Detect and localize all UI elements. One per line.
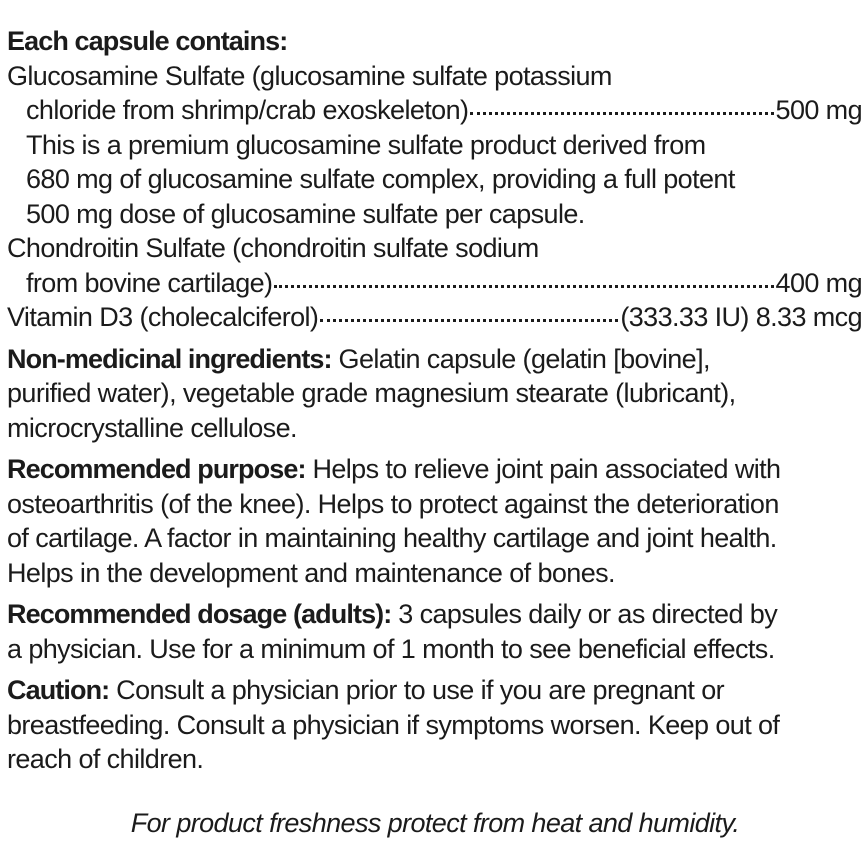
ingredient-note: This is a premium glucosamine sulfate product derived from xyxy=(26,129,706,160)
ingredient-amount: 400 mg xyxy=(775,267,862,298)
non-medicinal-section xyxy=(7,342,862,446)
dotted-leader xyxy=(320,302,618,326)
caution-line: reach of children. xyxy=(7,744,204,774)
storage-note: For product freshness protect from heat and humidity. xyxy=(130,808,740,838)
ingredient-amount-row xyxy=(7,266,862,301)
purpose-line: Helps in the development and maintenance of bones. xyxy=(7,557,615,588)
dosage-line: a physician. Use for a minimum of 1 month to see beneficial effects. xyxy=(7,633,775,664)
caution-label: Caution: xyxy=(7,675,110,705)
non-medicinal-text: Gelatin capsule (gelatin [bovine], xyxy=(331,343,710,374)
ingredient-source: chloride from shrimp/crab exoskeleton) xyxy=(26,95,469,125)
purpose-line: osteoarthritis (of the knee). Helps to protect against the deterioration xyxy=(7,488,779,519)
purpose-line: of cartilage. A factor in maintaining healthy cartilage and joint health. xyxy=(7,523,777,553)
capsule-contents-heading: Each capsule contains: xyxy=(7,26,288,56)
supplement-label xyxy=(7,24,862,777)
non-medicinal-line xyxy=(7,342,862,377)
dosage-line xyxy=(7,597,862,632)
non-medicinal-label: Non-medicinal ingredients: xyxy=(7,343,332,374)
ingredient-amount: 500 mg xyxy=(775,95,862,125)
non-medicinal-line: purified water), vegetable grade magnesium stearate (lubricant), xyxy=(7,378,736,408)
non-medicinal-line: microcrystalline cellulose. xyxy=(7,412,297,443)
ingredient-chondroitin xyxy=(7,231,862,300)
ingredient-amount: (333.33 IU) 8.33 mcg xyxy=(620,302,862,332)
dosage-section xyxy=(7,597,862,666)
caution-text: Consult a physician prior to use if you are pregnant or xyxy=(109,675,725,705)
purpose-text: Helps to relieve joint pain associated with xyxy=(305,454,781,484)
dotted-leader xyxy=(470,95,773,119)
caution-line xyxy=(7,673,862,708)
ingredient-vitamin-d3 xyxy=(7,300,862,335)
dotted-leader xyxy=(274,268,773,292)
ingredient-name-line: Chondroitin Sulfate (chondroitin sulfate sodium xyxy=(7,233,539,263)
ingredient-name-line: Glucosamine Sulfate (glucosamine sulfate potassium xyxy=(7,60,612,91)
caution-section xyxy=(7,673,862,777)
purpose-label: Recommended purpose: xyxy=(7,454,306,484)
ingredient-amount-row xyxy=(7,93,862,128)
ingredient-name: Vitamin D3 (cholecalciferol) xyxy=(7,302,319,332)
ingredient-glucosamine xyxy=(7,59,862,232)
ingredient-source: from bovine cartilage) xyxy=(26,267,273,298)
purpose-section xyxy=(7,452,862,590)
dosage-text: 3 capsules daily or as directed by xyxy=(391,599,778,629)
ingredient-note: 680 mg of glucosamine sulfate complex, providing a full potent xyxy=(26,164,735,194)
ingredient-note: 500 mg dose of glucosamine sulfate per capsule. xyxy=(26,198,585,229)
purpose-line xyxy=(7,452,862,487)
dosage-label: Recommended dosage (adults): xyxy=(7,599,392,629)
caution-line: breastfeeding. Consult a physician if symptoms worsen. Keep out of xyxy=(7,709,780,740)
